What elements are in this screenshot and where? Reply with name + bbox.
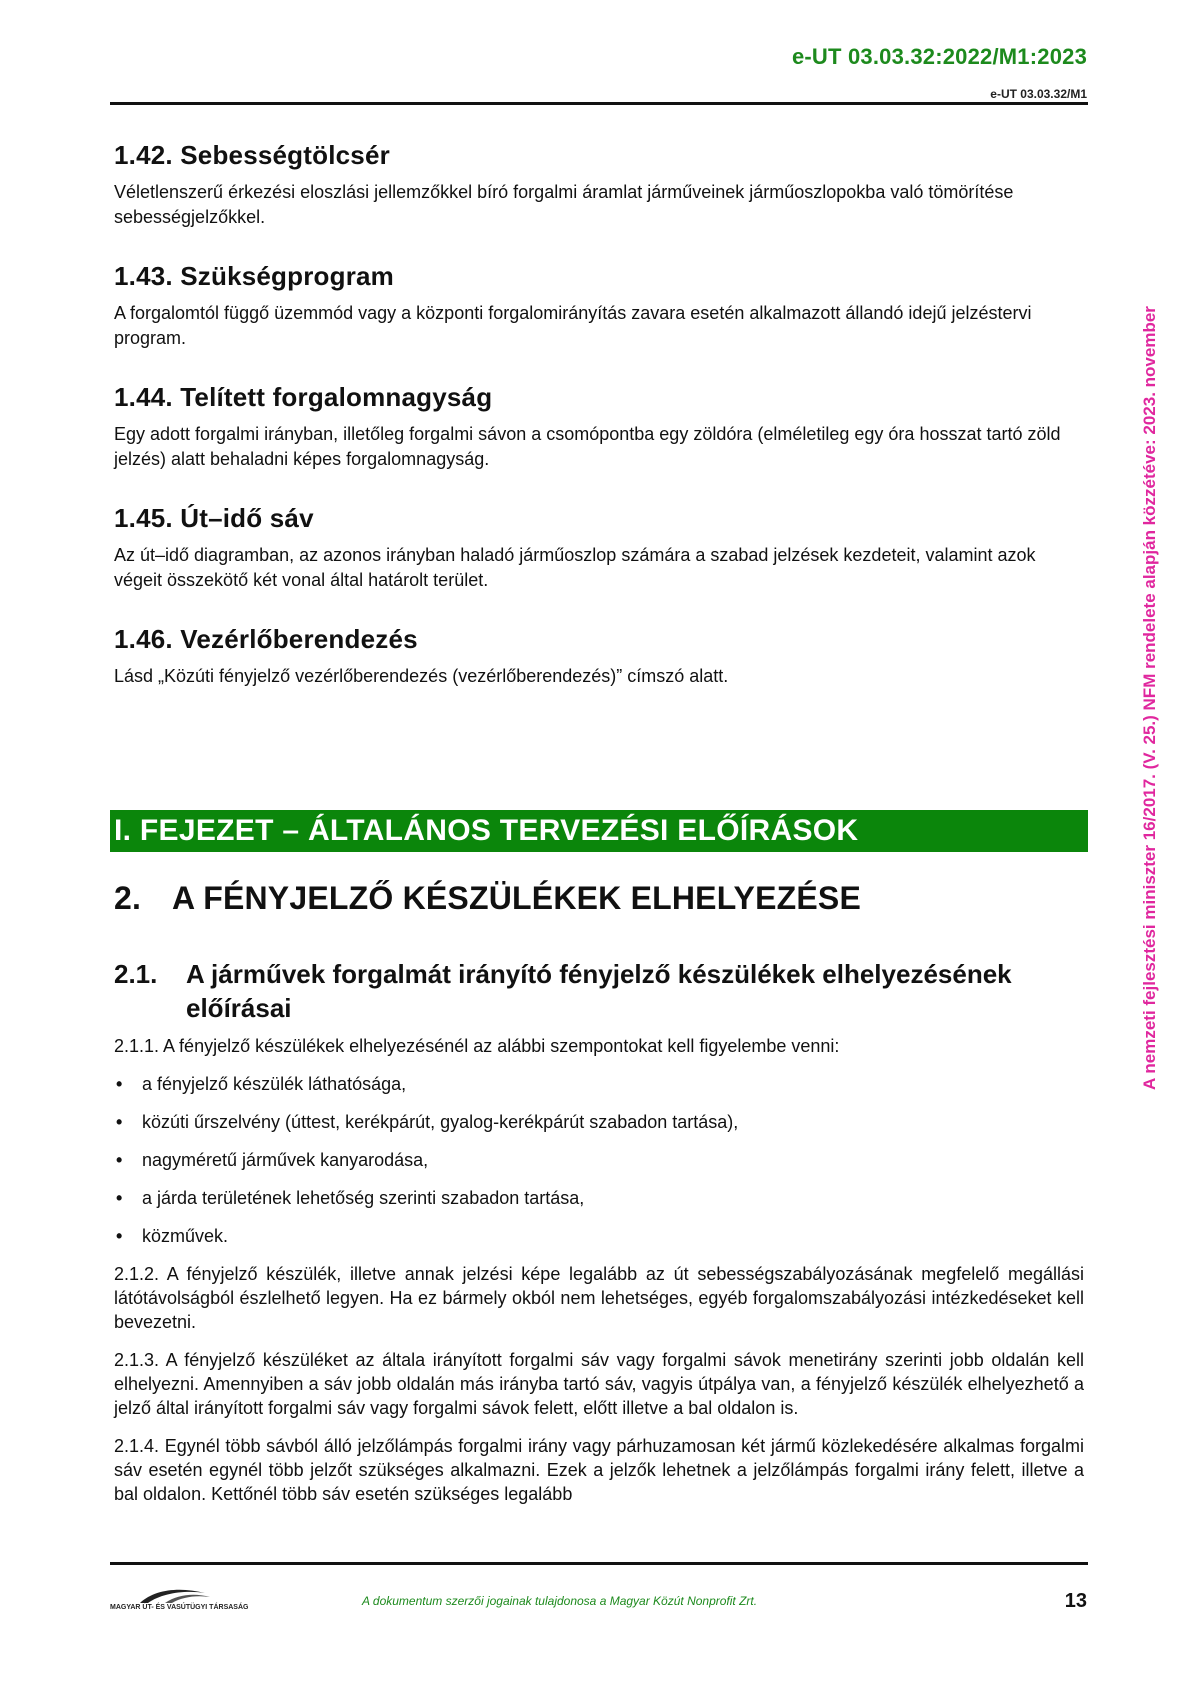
publisher-logo	[110, 1585, 260, 1615]
definition-title: 1.42. Sebességtölcsér	[114, 140, 390, 170]
document-code-short: e-UT 03.03.32/M1	[990, 87, 1087, 101]
paragraph-2-1-4: 2.1.4. Egynél több sávból álló jelzőlámpás forgalmi irány vagy párhuzamosan két jármű közlekedésére alkalmas forgalmi sáv esetén egynél több jelzőt szükséges alkalmazni. Ezek a jelzők lehetnek a jelzőlámpás forgalmi irány felett, illetve a bal oldalon. Kettőnél több sáv esetén szükséges legalább	[114, 1436, 1084, 1504]
definition-body: A forgalomtól függő üzemmód vagy a központi forgalomirányítás zavara esetén alkalmazott állandó idejű jelzéstervi program.	[114, 303, 1032, 348]
section-number: 2.	[114, 880, 142, 916]
list-item: • közművek.	[114, 1224, 1084, 1248]
logo-text: MAGYAR ÚT- ÉS VASÚTÜGYI TÁRSASÁG	[110, 1604, 249, 1611]
paragraph-2-1-3: 2.1.3. A fényjelző készüléket az általa irányított forgalmi sáv vagy forgalmi sávok menetirány szerinti jobb oldalán kell elhelyezni. Amennyiben a sáv jobb oldalán más irányba tartó sáv, vagyis útpálya van, a fényjelző készülék elhelyezhető a jelző által irányított forgalmi sáv vagy forgalmi sávok felett, előtt illetve a bal oldalon is.	[114, 1350, 1084, 1418]
section-title: A FÉNYJELZŐ KÉSZÜLÉKEK ELHELYEZÉSE	[172, 880, 861, 916]
definition-title: 1.45. Út–idő sáv	[114, 503, 314, 533]
section-body	[114, 1034, 1084, 1520]
list-item: • közúti űrszelvény (úttest, kerékpárút, gyalog-kerékpárút szabadon tartása),	[114, 1110, 1084, 1134]
paragraph-2-1-1: 2.1.1. A fényjelző készülékek elhelyezésénél az alábbi szempontokat kell figyelembe venni:	[114, 1036, 840, 1056]
definition-title: 1.44. Telített forgalomnagyság	[114, 382, 493, 412]
bullet-list	[114, 1072, 1084, 1248]
chapter-banner: I. FEJEZET – ÁLTALÁNOS TERVEZÉSI ELŐÍRÁSOK	[110, 810, 1088, 852]
section-heading	[114, 880, 861, 917]
definition-1-43	[114, 261, 1084, 351]
definition-body: Az út–idő diagramban, az azonos irányban haladó járműoszlop számára a szabad jelzések kezdeteit, valamint azok végeit összekötő két vonal által határolt terület.	[114, 545, 1036, 590]
page-number: 13	[1064, 1590, 1087, 1612]
definition-body: Véletlenszerű érkezési eloszlási jellemzőkkel bíró forgalmi áramlat járműveinek járműoszlopokba való tömörítése sebességjelzőkkel.	[114, 182, 1014, 227]
publication-side-note	[1140, 160, 1162, 1090]
logo-swoosh-icon	[110, 1585, 260, 1605]
definitions-section	[114, 140, 1084, 720]
header-rule	[110, 102, 1088, 105]
definition-title: 1.46. Vezérlőberendezés	[114, 624, 418, 654]
side-note-text: A nemzeti fejlesztési miniszter 16/2017. (V. 25.) NFM rendelete alapján közzétéve: 2023. november	[1140, 306, 1159, 1090]
definition-body: Lásd „Közúti fényjelző vezérlőberendezés (vezérlőberendezés)” címszó alatt.	[114, 666, 729, 686]
paragraph-2-1-2: 2.1.2. A fényjelző készülék, illetve annak jelzési képe legalább az út sebességszabályozásának megfelelő megállási látótávolságból észlelhető legyen. Ha ez bármely okból nem lehetséges, egyéb forgalomszabályozási intézkedéseket kell bevezetni.	[114, 1264, 1084, 1332]
definition-body: Egy adott forgalmi irányban, illetőleg forgalmi sávon a csomópontba egy zöldóra (elméletileg egy óra hosszat tartó zöld jelzés) alatt behaladni képes forgalomnagyság.	[114, 424, 1061, 469]
subsection-number: 2.1.	[114, 959, 158, 989]
definition-title: 1.43. Szükségprogram	[114, 261, 394, 291]
list-item: • nagyméretű járművek kanyarodása,	[114, 1148, 1084, 1172]
list-item: • a járda területének lehetőség szerinti szabadon tartása,	[114, 1186, 1084, 1210]
definition-1-45	[114, 503, 1084, 593]
definition-1-44	[114, 382, 1084, 472]
definition-1-42	[114, 140, 1084, 230]
subsection-heading	[114, 957, 1014, 1025]
subsection-title: A járművek forgalmát irányító fényjelző készülékek elhelyezésének előírásai	[186, 959, 1012, 1023]
list-item: • a fényjelző készülék láthatósága,	[114, 1072, 1084, 1096]
definition-1-46	[114, 624, 1084, 689]
footer-rule	[110, 1562, 1088, 1565]
copyright-note: A dokumentum szerzői jogainak tulajdonosa a Magyar Közút Nonprofit Zrt.	[362, 1594, 758, 1608]
document-code: e-UT 03.03.32:2022/M1:2023	[791, 44, 1087, 69]
